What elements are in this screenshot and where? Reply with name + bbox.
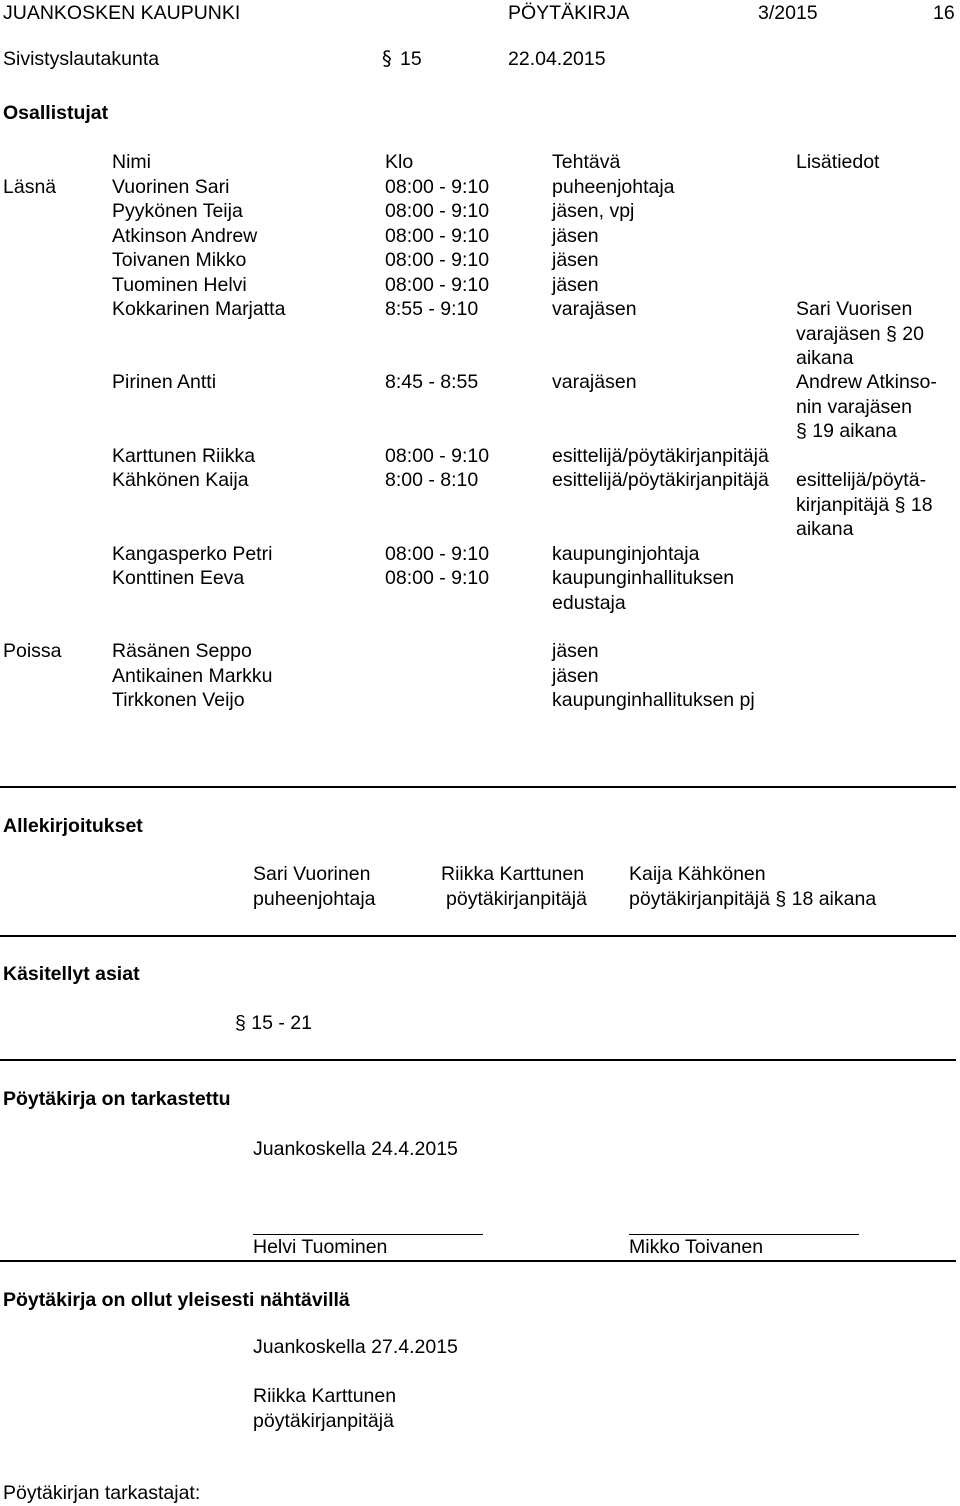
column-notes: Lisätiedot (796, 151, 880, 173)
participant-role: esittelijä/pöytäkirjanpitäjä (552, 469, 769, 491)
checked-place-date: Juankoskella 24.4.2015 (253, 1138, 458, 1160)
checker-name: Helvi Tuominen (253, 1236, 388, 1258)
document-type: PÖYTÄKIRJA (508, 2, 630, 24)
notes-line: varajäsen § 20 (796, 322, 924, 345)
participant-role: varajäsen (552, 371, 637, 393)
participant-name: Tuominen Helvi (112, 274, 247, 296)
absent-label: Poissa (3, 640, 62, 662)
role-line: edustaja (552, 591, 626, 614)
checker-name: Mikko Toivanen (629, 1236, 764, 1258)
notes-line: Andrew Atkinso- (796, 371, 937, 393)
signer-name: Riikka Karttunen (441, 863, 585, 885)
participant-time: 08:00 - 9:10 (385, 249, 490, 271)
role-line: kaupunginhallituksen (552, 567, 735, 589)
participant-role: jäsen (552, 640, 599, 662)
participant-time: 08:00 - 9:10 (385, 274, 490, 296)
divider (0, 1059, 956, 1061)
notes-line: nin varajäsen (796, 395, 912, 418)
participants-heading: Osallistujat (3, 102, 109, 124)
meeting-date: 22.04.2015 (508, 48, 606, 70)
section-mark: § (382, 47, 392, 70)
public-place-date: Juankoskella 27.4.2015 (253, 1336, 458, 1358)
participant-name: Vuorinen Sari (112, 176, 230, 198)
section-number: 15 (400, 48, 422, 70)
signer-role: pöytäkirjanpitäjä § 18 aikana (629, 888, 877, 910)
participant-notes (796, 297, 924, 371)
signatures-heading: Allekirjoitukset (3, 815, 143, 837)
column-time: Klo (385, 151, 414, 173)
participant-time: 08:00 - 9:10 (385, 200, 490, 222)
document-number: 3/2015 (758, 2, 818, 24)
participant-role: jäsen (552, 274, 599, 296)
column-name: Nimi (112, 151, 151, 173)
public-name: Riikka Karttunen (253, 1385, 397, 1407)
present-label: Läsnä (3, 176, 57, 198)
participant-name: Tirkkonen Veijo (112, 689, 245, 711)
participant-time: 8:45 - 8:55 (385, 371, 479, 393)
board-name: Sivistyslautakunta (3, 48, 160, 70)
footer-label: Pöytäkirjan tarkastajat: (3, 1482, 201, 1504)
participant-name: Kähkönen Kaija (112, 469, 249, 491)
participant-time: 08:00 - 9:10 (385, 543, 490, 565)
participant-name: Kangasperko Petri (112, 543, 273, 565)
divider (0, 786, 956, 788)
participant-time: 8:55 - 9:10 (385, 298, 479, 320)
participant-name: Kokkarinen Marjatta (112, 298, 286, 320)
public-heading: Pöytäkirja on ollut yleisesti nähtävillä (3, 1289, 350, 1311)
handled-heading: Käsitellyt asiat (3, 963, 140, 985)
participant-name: Pirinen Antti (112, 371, 217, 393)
participant-role: puheenjohtaja (552, 176, 675, 198)
notes-line: aikana (796, 518, 854, 540)
page-number: 16 (933, 2, 955, 24)
participant-role: jäsen, vpj (552, 200, 635, 222)
city-name: JUANKOSKEN KAUPUNKI (3, 2, 241, 24)
notes-line: Sari Vuorisen (796, 298, 913, 320)
notes-line: esittelijä/pöytä- (796, 469, 927, 491)
participant-role: jäsen (552, 665, 599, 687)
participant-name: Konttinen Eeva (112, 567, 245, 589)
participant-name: Räsänen Seppo (112, 640, 252, 662)
participant-time: 08:00 - 9:10 (385, 567, 490, 589)
signer-name: Kaija Kähkönen (629, 863, 766, 885)
signer-role: pöytäkirjanpitäjä (446, 888, 587, 910)
notes-line: aikana (796, 347, 854, 369)
signer-role: puheenjohtaja (253, 888, 376, 910)
participant-role (552, 566, 734, 615)
participant-time: 08:00 - 9:10 (385, 176, 490, 198)
divider (0, 935, 956, 937)
participant-role: kaupunginhallituksen pj (552, 689, 755, 711)
participant-notes (796, 370, 937, 444)
participant-role: jäsen (552, 225, 599, 247)
participant-role: kaupunginjohtaja (552, 543, 700, 565)
participant-name: Atkinson Andrew (112, 225, 258, 247)
participant-time: 08:00 - 9:10 (385, 445, 490, 467)
participant-time: 8:00 - 8:10 (385, 469, 479, 491)
participant-name: Antikainen Markku (112, 665, 273, 687)
divider (0, 1260, 956, 1262)
participant-role: esittelijä/pöytäkirjanpitäjä (552, 445, 769, 467)
participant-name: Toivanen Mikko (112, 249, 247, 271)
participant-notes (796, 468, 933, 542)
notes-line: § 19 aikana (796, 420, 897, 442)
public-role: pöytäkirjanpitäjä (253, 1410, 394, 1432)
column-role: Tehtävä (552, 151, 621, 173)
participant-role: jäsen (552, 249, 599, 271)
participant-name: Pyykönen Teija (112, 200, 243, 222)
participant-time: 08:00 - 9:10 (385, 225, 490, 247)
participant-role: varajäsen (552, 298, 637, 320)
signer-name: Sari Vuorinen (253, 863, 371, 885)
checked-heading: Pöytäkirja on tarkastettu (3, 1088, 231, 1110)
notes-line: kirjanpitäjä § 18 (796, 493, 933, 516)
participant-name: Karttunen Riikka (112, 445, 256, 467)
handled-range: § 15 - 21 (235, 1012, 312, 1034)
